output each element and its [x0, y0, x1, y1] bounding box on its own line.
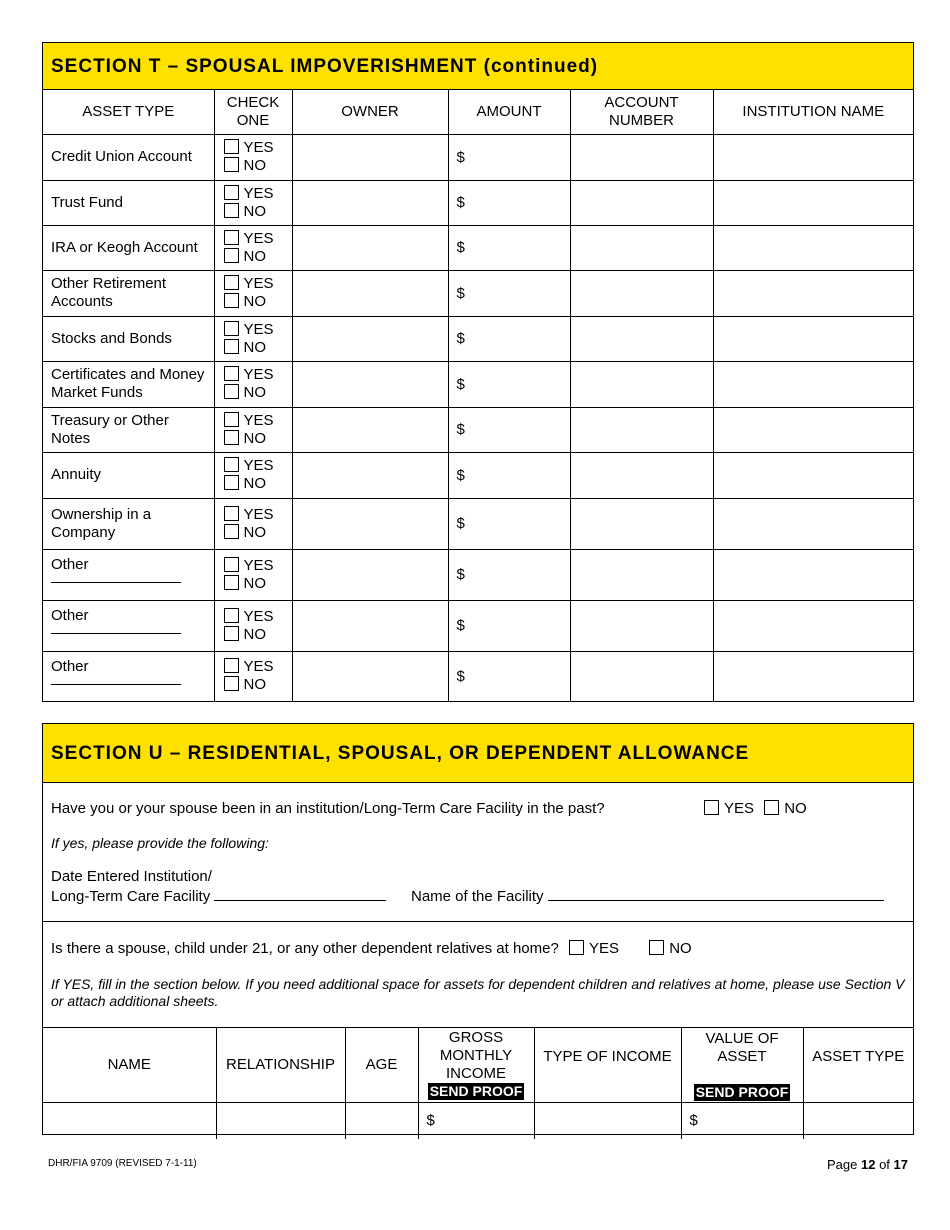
section-t-title: SECTION T – SPOUSAL IMPOVERISHMENT (continued) [51, 56, 599, 77]
institution-yes-checkbox[interactable] [704, 800, 719, 815]
check-one-cell: YES NO [214, 361, 292, 407]
asset-type-cell: Ownership in a Company [43, 498, 214, 549]
check-one-cell: YES NO [214, 651, 292, 701]
amount-cell[interactable]: $ [448, 270, 570, 316]
account-number-cell[interactable] [570, 316, 713, 361]
page-number: Page 12 of 17 [826, 1157, 908, 1172]
check-one-cell: YES NO [214, 549, 292, 600]
account-number-cell[interactable] [570, 600, 713, 651]
col-account-number: ACCOUNT NUMBER [570, 90, 713, 134]
other-specify-line[interactable] [51, 625, 181, 634]
dep-value-of-asset-input[interactable]: $ [681, 1103, 803, 1139]
owner-cell[interactable] [292, 225, 448, 270]
check-one-cell: YES NO [214, 600, 292, 651]
yes-checkbox[interactable] [224, 139, 239, 154]
amount-cell[interactable]: $ [448, 549, 570, 600]
if-yes-instruction: If yes, please provide the following: [51, 835, 269, 851]
dep-col-gross-income: GROSS MONTHLY INCOME SEND PROOF [418, 1028, 534, 1103]
dep-col-asset-type: ASSET TYPE [803, 1028, 913, 1103]
facility-name-field: Name of the Facility [411, 886, 884, 906]
check-one-cell: YES NO [214, 134, 292, 180]
dependents-header-row [43, 1028, 913, 1103]
dep-gross-income-input[interactable]: $ [418, 1103, 534, 1139]
dep-relationship-input[interactable] [216, 1103, 345, 1139]
asset-table-header-row [43, 90, 913, 134]
asset-type-cell: Stocks and Bonds [43, 316, 214, 361]
account-number-cell[interactable] [570, 134, 713, 180]
amount-cell[interactable]: $ [448, 225, 570, 270]
account-number-cell[interactable] [570, 498, 713, 549]
dep-col-relationship: RELATIONSHIP [216, 1028, 345, 1103]
no-checkbox[interactable] [224, 524, 239, 539]
dependents-no-checkbox[interactable] [649, 940, 664, 955]
institution-name-cell[interactable] [713, 407, 913, 452]
owner-cell[interactable] [292, 407, 448, 452]
owner-cell[interactable] [292, 134, 448, 180]
owner-cell[interactable] [292, 316, 448, 361]
asset-type-cell: Credit Union Account [43, 134, 214, 180]
owner-cell[interactable] [292, 549, 448, 600]
dependents-question: Is there a spouse, child under 21, or any other dependent relatives at home? YES NO [51, 940, 692, 957]
col-amount: AMOUNT [448, 90, 570, 134]
institution-question: Have you or your spouse been in an institution/Long-Term Care Facility in the past? [51, 800, 605, 817]
account-number-cell[interactable] [570, 361, 713, 407]
check-one-cell: YES NO [214, 270, 292, 316]
no-checkbox[interactable] [224, 248, 239, 263]
section-t-header [43, 43, 913, 90]
no-checkbox[interactable] [224, 626, 239, 641]
owner-cell[interactable] [292, 651, 448, 701]
no-checkbox[interactable] [224, 293, 239, 308]
amount-cell[interactable]: $ [448, 134, 570, 180]
date-entered-field: Date Entered Institution/ Long-Term Care Facility [51, 868, 386, 906]
yes-checkbox[interactable] [224, 412, 239, 427]
dep-col-value-of-asset: VALUE OF ASSET SEND PROOF [681, 1028, 803, 1103]
check-one-cell: YES NO [214, 180, 292, 225]
asset-type-cell: Annuity [43, 452, 214, 498]
amount-cell[interactable]: $ [448, 498, 570, 549]
section-u-title: SECTION U – RESIDENTIAL, SPOUSAL, OR DEPENDENT ALLOWANCE [51, 743, 750, 764]
form-id: DHR/FIA 9709 (REVISED 7-1-11) [48, 1158, 197, 1169]
facility-name-input[interactable] [548, 886, 884, 901]
asset-row [43, 498, 913, 549]
yes-checkbox[interactable] [224, 230, 239, 245]
institution-no-checkbox[interactable] [764, 800, 779, 815]
amount-cell[interactable]: $ [448, 361, 570, 407]
amount-cell[interactable]: $ [448, 600, 570, 651]
asset-table [43, 90, 913, 701]
owner-cell[interactable] [292, 361, 448, 407]
col-institution-name: INSTITUTION NAME [713, 90, 913, 134]
no-checkbox[interactable] [224, 430, 239, 445]
asset-row [43, 270, 913, 316]
institution-name-cell[interactable] [713, 498, 913, 549]
institution-yes-no: YES NO [704, 800, 807, 817]
check-one-cell: YES NO [214, 498, 292, 549]
owner-cell[interactable] [292, 498, 448, 549]
dependents-note: If YES, fill in the section below. If you need additional space for assets for dependent children and relatives at home, please use Section V or attach additional sheets. [51, 976, 905, 1009]
institution-name-cell[interactable] [713, 651, 913, 701]
dep-col-name: NAME [43, 1028, 216, 1103]
asset-row [43, 316, 913, 361]
institution-name-cell[interactable] [713, 452, 913, 498]
col-check-one: CHECK ONE [214, 90, 292, 134]
yes-checkbox[interactable] [224, 506, 239, 521]
institution-name-cell[interactable] [713, 270, 913, 316]
dep-col-age: AGE [345, 1028, 418, 1103]
institution-name-cell[interactable] [713, 316, 913, 361]
owner-cell[interactable] [292, 452, 448, 498]
check-one-cell: YES NO [214, 225, 292, 270]
institution-name-cell[interactable] [713, 361, 913, 407]
amount-cell[interactable]: $ [448, 316, 570, 361]
asset-type-cell: Other [43, 549, 214, 600]
account-number-cell[interactable] [570, 180, 713, 225]
divider [43, 921, 913, 922]
asset-row [43, 651, 913, 701]
amount-cell[interactable]: $ [448, 180, 570, 225]
yes-checkbox[interactable] [224, 557, 239, 572]
col-owner: OWNER [292, 90, 448, 134]
dependents-row [43, 1103, 913, 1139]
yes-checkbox[interactable] [224, 457, 239, 472]
amount-cell[interactable]: $ [448, 452, 570, 498]
yes-checkbox[interactable] [224, 366, 239, 381]
send-proof-badge: SEND PROOF [695, 1084, 789, 1100]
institution-name-cell[interactable] [713, 180, 913, 225]
amount-cell[interactable]: $ [448, 651, 570, 701]
yes-checkbox[interactable] [224, 321, 239, 336]
yes-checkbox[interactable] [224, 608, 239, 623]
asset-row [43, 452, 913, 498]
dep-col-type-of-income: TYPE OF INCOME [534, 1028, 681, 1103]
dep-name-input[interactable] [43, 1103, 216, 1139]
account-number-cell[interactable] [570, 452, 713, 498]
account-number-cell[interactable] [570, 270, 713, 316]
owner-cell[interactable] [292, 180, 448, 225]
account-number-cell[interactable] [570, 407, 713, 452]
dependents-table [43, 1027, 913, 1139]
no-checkbox[interactable] [224, 384, 239, 399]
yes-checkbox[interactable] [224, 185, 239, 200]
account-number-cell[interactable] [570, 225, 713, 270]
no-checkbox[interactable] [224, 157, 239, 172]
asset-row [43, 549, 913, 600]
institution-name-cell[interactable] [713, 600, 913, 651]
no-checkbox[interactable] [224, 203, 239, 218]
send-proof-badge: SEND PROOF [429, 1083, 523, 1099]
dependents-yes-checkbox[interactable] [569, 940, 584, 955]
owner-cell[interactable] [292, 600, 448, 651]
no-checkbox[interactable] [224, 475, 239, 490]
other-specify-line[interactable] [51, 676, 181, 685]
no-checkbox[interactable] [224, 339, 239, 354]
date-entered-input[interactable] [214, 886, 386, 901]
institution-name-cell[interactable] [713, 134, 913, 180]
yes-checkbox[interactable] [224, 275, 239, 290]
section-u [42, 723, 914, 1135]
yes-checkbox[interactable] [224, 658, 239, 673]
asset-type-cell: Treasury or Other Notes [43, 407, 214, 452]
asset-type-cell: Other Retirement Accounts [43, 270, 214, 316]
account-number-cell[interactable] [570, 549, 713, 600]
asset-row [43, 225, 913, 270]
no-checkbox[interactable] [224, 676, 239, 691]
dep-type-of-income-input[interactable] [534, 1103, 681, 1139]
asset-type-cell: Certificates and Money Market Funds [43, 361, 214, 407]
asset-row [43, 407, 913, 452]
section-u-header [43, 724, 913, 783]
other-specify-line[interactable] [51, 574, 181, 583]
dep-asset-type-input[interactable] [803, 1103, 913, 1139]
col-asset-type: ASSET TYPE [43, 90, 214, 134]
asset-row [43, 600, 913, 651]
institution-name-cell[interactable] [713, 225, 913, 270]
asset-row [43, 361, 913, 407]
institution-name-cell[interactable] [713, 549, 913, 600]
section-t [42, 42, 914, 702]
amount-cell[interactable]: $ [448, 407, 570, 452]
no-checkbox[interactable] [224, 575, 239, 590]
dep-age-input[interactable] [345, 1103, 418, 1139]
asset-type-cell: Trust Fund [43, 180, 214, 225]
asset-row [43, 134, 913, 180]
asset-type-cell: IRA or Keogh Account [43, 225, 214, 270]
account-number-cell[interactable] [570, 651, 713, 701]
asset-type-cell: Other [43, 600, 214, 651]
check-one-cell: YES NO [214, 316, 292, 361]
asset-row [43, 180, 913, 225]
check-one-cell: YES NO [214, 407, 292, 452]
owner-cell[interactable] [292, 270, 448, 316]
check-one-cell: YES NO [214, 452, 292, 498]
asset-type-cell: Other [43, 651, 214, 701]
